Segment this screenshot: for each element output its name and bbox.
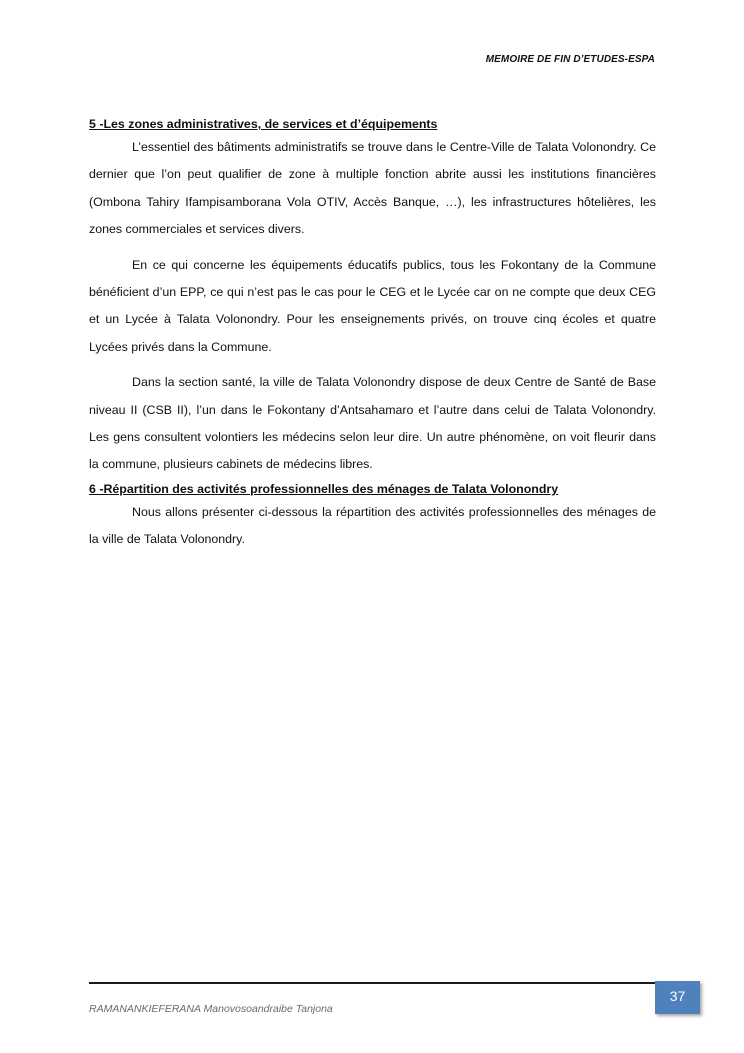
section-5-paragraph-2: En ce qui concerne les équipements éducatifs publics, tous les Fokontany de la Commune bénéficient d’un EPP, ce qui n’est pas le cas pour le CEG et le Lycée car on ne compte que deux CEG et un Lycée à Talata Volonondry. Pour les enseignements privés, on trouve cinq écoles et quatre Lycées privés dans la Commune. bbox=[89, 257, 656, 354]
section-6-heading: 6 -Répartition des activités professionnelles des ménages de Talata Volonondry bbox=[89, 481, 559, 496]
section-5-paragraph-3: Dans la section santé, la ville de Talata Volonondry dispose de deux Centre de Santé de Base niveau II (CSB II), l’un dans le Fokontany d’Antsahamaro et l’autre dans celui de Talata Volonondry. Les gens consultent volontiers les médecins selon leur dire. Un autre phénomène, on voit fleurir dans la commune, plusieurs cabinets de médecins libres. bbox=[89, 375, 656, 472]
page-number-badge: 37 bbox=[655, 981, 700, 1014]
running-header: MEMOIRE DE FIN D’ETUDES-ESPA bbox=[485, 54, 655, 65]
section-5-heading: 5 -Les zones administratives, de services et d’équipements bbox=[89, 117, 438, 131]
section-5-paragraph-1: L’essentiel des bâtiments administratifs se trouve dans le Centre-Ville de Talata Volonondry. Ce dernier que l’on peut qualifier de zone à multiple fonction abrite aussi les institutions financières (Ombona Tahiry Ifampisamborana Vola OTIV, Accès Banque, …), les infrastructures hôtelières, les zones commerciales et services divers. bbox=[89, 140, 656, 237]
footer-divider bbox=[89, 982, 655, 984]
section-6-paragraph-1: Nous allons présenter ci-dessous la répartition des activités professionnelles des ménages de la ville de Talata Volonondry. bbox=[89, 504, 656, 547]
footer-author: RAMANANKIEFERANA Manovosoandraibe Tanjona bbox=[89, 1003, 333, 1015]
page-body bbox=[89, 114, 656, 554]
